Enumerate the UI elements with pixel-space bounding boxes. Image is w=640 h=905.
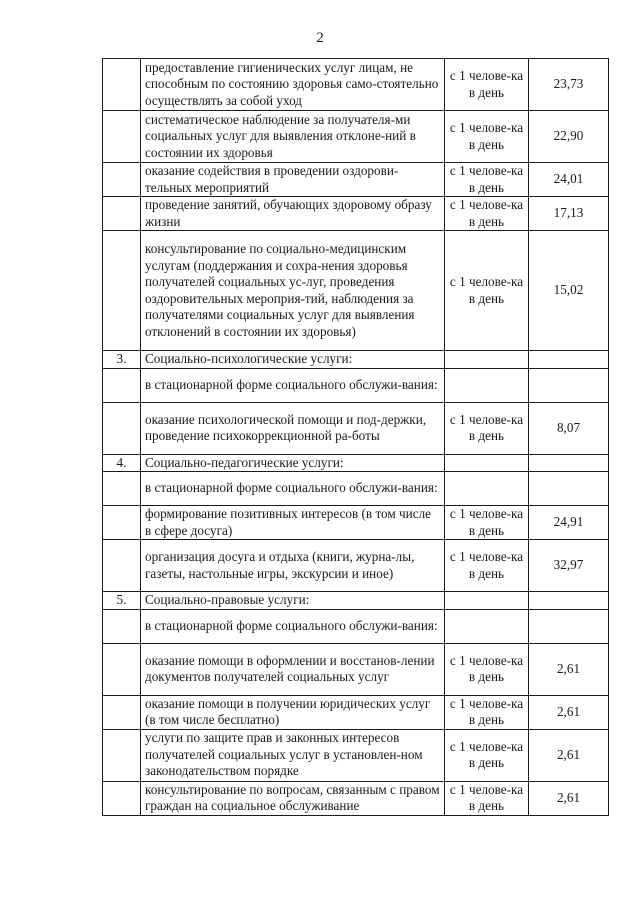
- services-tariff-table: [102, 58, 609, 816]
- service-name: оказание содействия в проведении оздорови-тельных мероприятий: [141, 163, 445, 197]
- unit-of-measure: [445, 351, 529, 369]
- tariff-price: 32,97: [529, 540, 609, 592]
- row-number: [103, 231, 141, 351]
- table-body: [103, 59, 609, 816]
- tariff-price: [529, 592, 609, 610]
- unit-of-measure: с 1 челове-ка в день: [445, 781, 529, 815]
- service-name: оказание помощи в оформлении и восстанов-лении документов получателей социальных услуг: [141, 643, 445, 695]
- table-row: [103, 695, 609, 729]
- unit-of-measure: [445, 592, 529, 610]
- row-number: [103, 609, 141, 643]
- row-number: [103, 163, 141, 197]
- tariff-price: 2,61: [529, 695, 609, 729]
- unit-of-measure: с 1 челове-ка в день: [445, 231, 529, 351]
- row-number: 4.: [103, 454, 141, 472]
- table-row: [103, 781, 609, 815]
- service-name: Социально-правовые услуги:: [141, 592, 445, 610]
- service-name: систематическое наблюдение за получателя-ми социальных услуг для выявления отклоне-ний в состоянии их здоровья: [141, 111, 445, 163]
- unit-of-measure: с 1 челове-ка в день: [445, 111, 529, 163]
- tariff-price: 17,13: [529, 197, 609, 231]
- row-number: 5.: [103, 592, 141, 610]
- table-row: [103, 368, 609, 402]
- tariff-price: [529, 472, 609, 506]
- service-name: консультирование по социально-медицинским услугам (поддержания и сохра-нения здоровья получателей социальных ус-луг, проведения оздоровительных мероприя-тий, наблюдения за получателями социальных услуг для выявления отклонений в состоянии их здоровья): [141, 231, 445, 351]
- row-number: [103, 402, 141, 454]
- tariff-price: 8,07: [529, 402, 609, 454]
- table-row: [103, 729, 609, 781]
- tariff-price: 15,02: [529, 231, 609, 351]
- table-row: [103, 59, 609, 111]
- table-row: [103, 111, 609, 163]
- tariff-price: [529, 454, 609, 472]
- table-row: [103, 231, 609, 351]
- unit-of-measure: с 1 челове-ка в день: [445, 163, 529, 197]
- unit-of-measure: [445, 609, 529, 643]
- unit-of-measure: с 1 челове-ка в день: [445, 402, 529, 454]
- row-number: [103, 695, 141, 729]
- service-name: консультирование по вопросам, связанным с правом граждан на социальное обслуживание: [141, 781, 445, 815]
- table-row: [103, 540, 609, 592]
- tariff-price: 2,61: [529, 781, 609, 815]
- tariff-price: 2,61: [529, 643, 609, 695]
- unit-of-measure: [445, 368, 529, 402]
- service-name: предоставление гигиенических услуг лицам, не способным по состоянию здоровья само-стоятельно осуществлять за собой уход: [141, 59, 445, 111]
- service-name: услуги по защите прав и законных интересов получателей социальных услуг в установлен-ном законодательством порядке: [141, 729, 445, 781]
- table-row: [103, 351, 609, 369]
- row-number: [103, 197, 141, 231]
- tariff-price: 22,90: [529, 111, 609, 163]
- service-name: в стационарной форме социального обслужи-вания:: [141, 472, 445, 506]
- service-name: оказание психологической помощи и под-держки, проведение психокоррекционной ра-боты: [141, 402, 445, 454]
- tariff-price: 23,73: [529, 59, 609, 111]
- service-name: в стационарной форме социального обслужи-вания:: [141, 609, 445, 643]
- row-number: [103, 506, 141, 540]
- row-number: 3.: [103, 351, 141, 369]
- tariff-price: [529, 351, 609, 369]
- table-row: [103, 197, 609, 231]
- row-number: [103, 540, 141, 592]
- unit-of-measure: с 1 челове-ка в день: [445, 59, 529, 111]
- tariff-price: [529, 609, 609, 643]
- unit-of-measure: с 1 челове-ка в день: [445, 197, 529, 231]
- unit-of-measure: с 1 челове-ка в день: [445, 729, 529, 781]
- unit-of-measure: с 1 челове-ка в день: [445, 506, 529, 540]
- tariff-price: 24,01: [529, 163, 609, 197]
- tariff-price: 24,91: [529, 506, 609, 540]
- table-row: [103, 163, 609, 197]
- service-name: Социально-педагогические услуги:: [141, 454, 445, 472]
- page-number: 2: [316, 30, 324, 46]
- tariff-price: [529, 368, 609, 402]
- unit-of-measure: с 1 челове-ка в день: [445, 695, 529, 729]
- tariff-price: 2,61: [529, 729, 609, 781]
- unit-of-measure: с 1 челове-ка в день: [445, 643, 529, 695]
- service-name: в стационарной форме социального обслужи-вания:: [141, 368, 445, 402]
- table-row: [103, 506, 609, 540]
- table-row: [103, 402, 609, 454]
- table-row: [103, 592, 609, 610]
- service-name: формирование позитивных интересов (в том числе в сфере досуга): [141, 506, 445, 540]
- table-row: [103, 454, 609, 472]
- row-number: [103, 781, 141, 815]
- table-row: [103, 609, 609, 643]
- table-row: [103, 472, 609, 506]
- row-number: [103, 59, 141, 111]
- unit-of-measure: [445, 472, 529, 506]
- service-name: организация досуга и отдыха (книги, журна-лы, газеты, настольные игры, экскурсии и иное): [141, 540, 445, 592]
- row-number: [103, 111, 141, 163]
- service-name: проведение занятий, обучающих здоровому образу жизни: [141, 197, 445, 231]
- row-number: [103, 643, 141, 695]
- service-name: оказание помощи в получении юридических услуг (в том числе бесплатно): [141, 695, 445, 729]
- row-number: [103, 368, 141, 402]
- unit-of-measure: с 1 челове-ка в день: [445, 540, 529, 592]
- row-number: [103, 729, 141, 781]
- row-number: [103, 472, 141, 506]
- service-name: Социально-психологические услуги:: [141, 351, 445, 369]
- table-row: [103, 643, 609, 695]
- unit-of-measure: [445, 454, 529, 472]
